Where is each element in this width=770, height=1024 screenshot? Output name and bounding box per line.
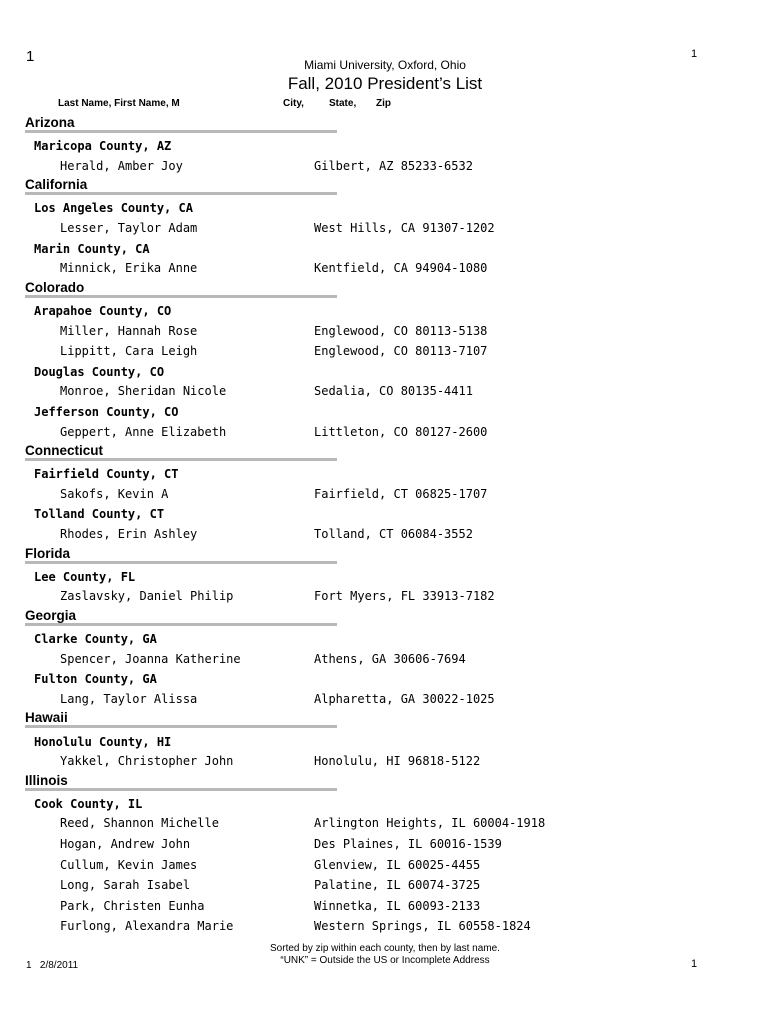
column-header-state: State,	[329, 98, 357, 109]
page-number-right: 1	[691, 48, 698, 60]
footer-date: 2/8/2011	[39, 960, 79, 971]
student-address: Sedalia, CO 80135-4411	[314, 384, 473, 399]
county-heading: Tolland County, CT	[34, 507, 165, 522]
student-name: Spencer, Joanna Katherine	[60, 651, 241, 666]
student-address: Winnetka, IL 60093-2133	[314, 898, 481, 913]
student-name: Zaslavsky, Daniel Philip	[60, 589, 234, 604]
student-address: West Hills, CA 91307-1202	[314, 221, 495, 235]
student-address: Englewood, CO 80113-7107	[314, 344, 488, 359]
state-divider	[25, 458, 337, 461]
student-name: Lesser, Taylor Adam	[60, 221, 198, 235]
student-name: Lippitt, Cara Leigh	[60, 344, 198, 359]
state-divider	[25, 561, 337, 564]
column-header-zip: Zip	[376, 98, 391, 109]
student-name: Herald, Amber Joy	[60, 158, 183, 173]
student-name: Sakofs, Kevin A	[60, 486, 169, 501]
state-divider	[25, 725, 337, 728]
county-heading: Fulton County, GA	[34, 672, 157, 687]
student-address: Des Plaines, IL 60016-1539	[314, 837, 502, 851]
student-address: Englewood, CO 80113-5138	[314, 323, 488, 338]
county-heading: Arapahoe County, CO	[34, 303, 172, 318]
page-number-left: 1	[26, 48, 35, 65]
student-name: Geppert, Anne Elizabeth	[60, 424, 227, 439]
student-address: Tolland, CT 06084-3552	[314, 527, 473, 541]
state-divider	[25, 130, 337, 133]
state-divider	[25, 295, 337, 298]
county-heading: Fairfield County, CT	[34, 467, 179, 482]
student-address: Gilbert, AZ 85233-6532	[314, 158, 473, 173]
student-address: Alpharetta, GA 30022-1025	[314, 691, 495, 706]
state-heading: Georgia	[25, 607, 77, 623]
student-name: Reed, Shannon Michelle	[60, 816, 219, 831]
page-title: Fall, 2010 President’s List	[287, 74, 483, 93]
county-heading: Lee County, FL	[34, 569, 136, 584]
county-heading: Cook County, IL	[34, 796, 143, 811]
footer-page-number: 1	[26, 960, 32, 971]
student-address: Western Springs, IL 60558-1824	[314, 919, 531, 934]
state-heading: Illinois	[25, 772, 68, 788]
student-address: Athens, GA 30606-7694	[314, 651, 466, 666]
county-heading: Douglas County, CO	[34, 364, 165, 379]
county-heading: Maricopa County, AZ	[34, 139, 172, 154]
student-name: Hogan, Andrew John	[60, 837, 191, 851]
student-address: Fairfield, CT 06825-1707	[314, 486, 488, 501]
student-name: Yakkel, Christopher John	[60, 754, 234, 769]
state-heading: Hawaii	[25, 710, 68, 726]
footer-note	[0, 943, 770, 967]
school-name: Miami University, Oxford, Ohio	[304, 58, 466, 72]
state-heading: Colorado	[25, 279, 85, 295]
student-name: Miller, Hannah Rose	[60, 323, 198, 338]
student-address: Honolulu, HI 96818-5122	[314, 754, 481, 769]
county-heading: Clarke County, GA	[34, 632, 157, 646]
state-divider	[25, 788, 337, 791]
column-header-name: Last Name, First Name, M	[58, 98, 180, 109]
footer-page-number-right: 1	[691, 958, 698, 970]
county-heading: Honolulu County, HI	[34, 734, 172, 749]
county-heading: Jefferson County, CO	[34, 404, 179, 419]
county-heading: Marin County, CA	[34, 241, 150, 256]
student-address: Littleton, CO 80127-2600	[314, 424, 488, 439]
student-address: Palatine, IL 60074-3725	[314, 878, 481, 893]
footer-note-line2: “UNK” = Outside the US or Incomplete Address	[280, 955, 490, 966]
state-heading: California	[25, 177, 88, 193]
student-name: Lang, Taylor Alissa	[60, 691, 198, 706]
state-heading: Florida	[25, 545, 71, 561]
footer-note-line1: Sorted by zip within each county, then by last name.	[270, 943, 500, 954]
student-name: Cullum, Kevin James	[60, 857, 198, 872]
county-heading: Los Angeles County, CA	[34, 201, 193, 216]
student-name: Monroe, Sheridan Nicole	[60, 384, 227, 399]
student-address: Kentfield, CA 94904-1080	[314, 261, 488, 276]
student-address: Glenview, IL 60025-4455	[314, 857, 481, 872]
student-address: Arlington Heights, IL 60004-1918	[314, 816, 546, 831]
state-heading: Arizona	[25, 115, 75, 130]
student-address: Fort Myers, FL 33913-7182	[314, 589, 495, 604]
state-heading: Connecticut	[25, 443, 104, 459]
state-divider	[25, 623, 337, 626]
student-name: Park, Christen Eunha	[60, 898, 205, 913]
student-name: Rhodes, Erin Ashley	[60, 527, 198, 541]
column-header-city: City,	[283, 98, 304, 109]
state-divider	[25, 192, 337, 195]
student-name: Long, Sarah Isabel	[60, 878, 191, 893]
student-name: Furlong, Alexandra Marie	[60, 919, 234, 934]
student-name: Minnick, Erika Anne	[60, 261, 198, 276]
